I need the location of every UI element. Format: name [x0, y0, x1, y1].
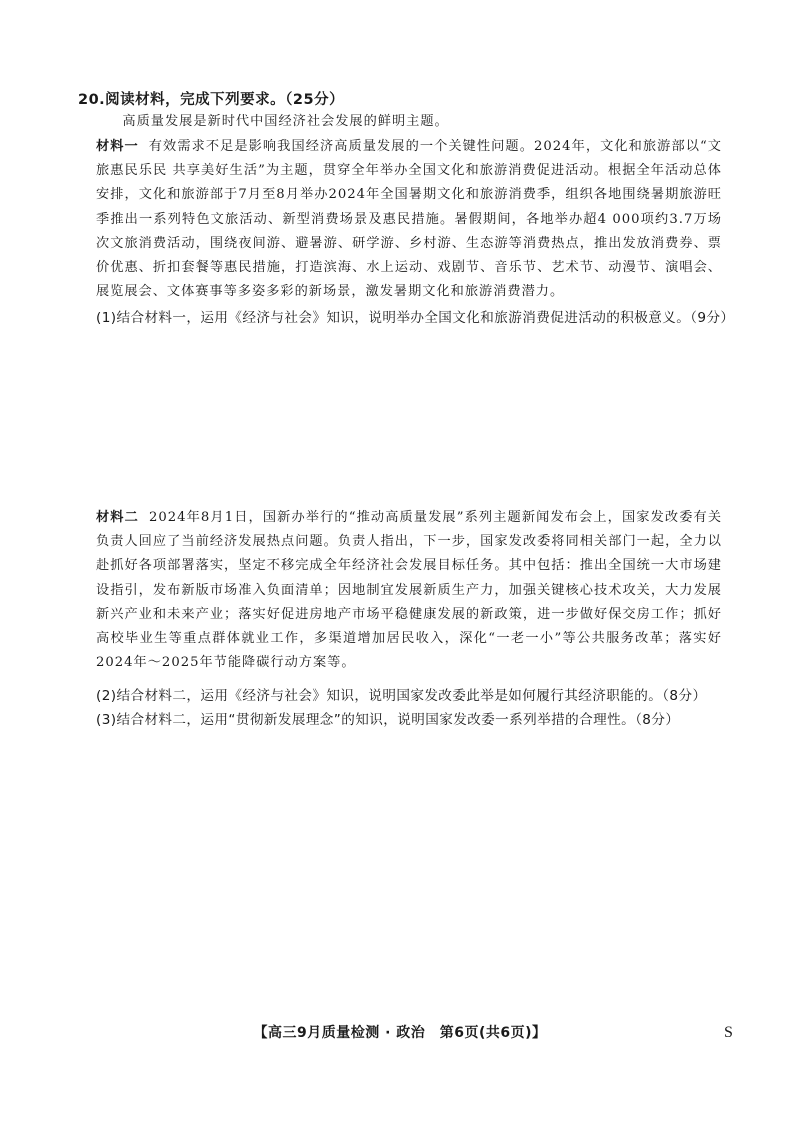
material-two-text: 2024年8月1日，国新办举行的“推动高质量发展”系列主题新闻发布会上，国家发改委有关负责人回应了当前经济发展热点问题。负责人指出，下一步，国家发改委将同相关部门一起，全力以赴抓好各项部署落实，坚定不移完成全年经济社会发展目标任务。其中包括：推出全国统一大市场建设指引，发布新版市场准入负面清单；因地制宜发展新质生产力，加强关键核心技术攻关，大力发展新兴产业和未来产业；落实好促进房地产市场平稳健康发展的新政策，进一步做好保交房工作；抓好高校毕业生等重点群体就业工作，多渠道增加居民收入，深化“一老一小”等公共服务改革；落实好2024年～2025年节能降碳行动方案等。	[96, 510, 723, 671]
material-one-text: 有效需求不足是影响我国经济高质量发展的一个关键性问题。2024年，文化和旅游部以“文旅惠民乐民 共享美好生活”为主题，贯穿全年举办全国文化和旅游消费促进活动。根据全年活动总体安排，文化和旅游部于7月至8月举办2024年全国暑期文化和旅游消费季，组织各地围绕暑期旅游旺季推出一系列特色文旅活动、新型消费场景及惠民措施。暑假期间，各地举办超4 000项约3.7万场次文旅消费活动，围绕夜间游、避暑游、研学游、乡村游、生态游等消费热点，推出发放消费券、票价优惠、折扣套餐等惠民措施，打造滨海、水上运动、戏剧节、音乐节、艺术节、动漫节、演唱会、展览展会、文体赛事等多姿多彩的新场景，激发暑期文化和旅游消费潜力。	[96, 139, 722, 300]
question-intro: 高质量发展是新时代中国经济社会发展的鲜明主题。	[122, 114, 449, 129]
material-one	[96, 135, 722, 304]
question-header: 20.阅读材料，完成下列要求。（25分）	[78, 92, 345, 108]
material-one-label: 材料一	[96, 139, 139, 154]
sub-question-3: (3)结合材料二，运用“贯彻新发展理念”的知识，说明国家发改委一系列举措的合理性。（8分）	[96, 712, 680, 728]
page-footer: 【高三9月质量检测 · 政治 第6页(共6页)】	[253, 1025, 547, 1041]
sub-question-1: (1)结合材料一，运用《经济与社会》知识，说明举办全国文化和旅游消费促进活动的积极意义。（9分）	[96, 310, 735, 326]
material-two-label: 材料二	[96, 510, 139, 525]
material-two	[96, 506, 722, 675]
sub-question-2: (2)结合材料二，运用《经济与社会》知识，说明国家发改委此举是如何履行其经济职能的。（8分）	[96, 688, 707, 704]
corner-mark: S	[724, 1024, 733, 1041]
